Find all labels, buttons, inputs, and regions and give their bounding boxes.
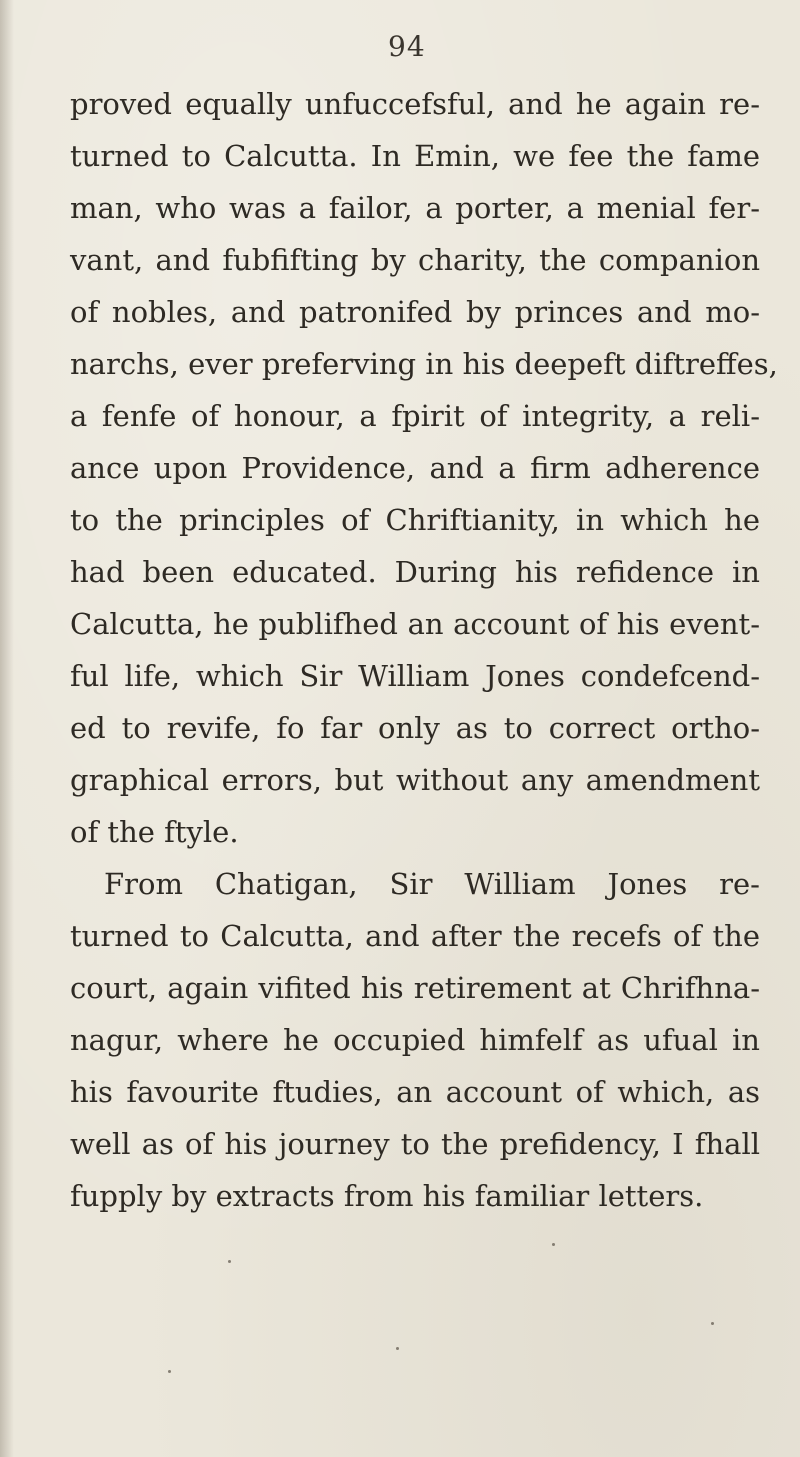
paper-speck [168, 1370, 171, 1373]
page-number: 94 [388, 30, 426, 63]
paper-speck [396, 1347, 399, 1350]
text-line: Calcutta, he publifhed an account of his event- [70, 607, 760, 641]
body-text [70, 78, 778, 1222]
text-line: turned to Calcutta, and after the recefs of the [70, 919, 760, 953]
text-line: vant, and fubfifting by charity, the companion [70, 243, 760, 277]
text-line: his favourite ftudies, an account of which, as [70, 1075, 760, 1109]
text-line: ful life, which Sir William Jones condefcend- [70, 659, 760, 693]
text-line: a fenfe of honour, a fpirit of integrity, a reli- [70, 399, 760, 433]
paragraph-end-line: of the ftyle. [70, 815, 239, 849]
text-line: proved equally unfuccefsful, and he again re- [70, 87, 760, 121]
page-edge-shadow [0, 0, 14, 1457]
paper-speck [711, 1322, 714, 1325]
text-line: well as of his journey to the prefidency, I fhall [70, 1127, 760, 1161]
text-line: of nobles, and patronifed by princes and mo- [70, 295, 760, 329]
paragraph-end-line: fupply by extracts from his familiar letters. [70, 1179, 704, 1213]
text-line: had been educated. During his refidence in [70, 555, 760, 589]
text-line: to the principles of Chriftianity, in which he [70, 503, 760, 537]
text-line: ance upon Providence, and a firm adherence [70, 451, 760, 485]
text-line: graphical errors, but without any amendment [70, 763, 760, 797]
text-line: turned to Calcutta. In Emin, we fee the fame [70, 139, 760, 173]
paper-speck [552, 1243, 555, 1246]
paper-speck [228, 1260, 231, 1263]
text-line: man, who was a failor, a porter, a menial fer- [70, 191, 760, 225]
text-line: narchs, ever preferving in his deepeft diftreffes, [70, 347, 778, 381]
text-line: ed to revife, fo far only as to correct ortho- [70, 711, 760, 745]
text-line: court, again vifited his retirement at Chrifhna- [70, 971, 760, 1005]
paragraph-start-line: From Chatigan, Sir William Jones re- [104, 867, 760, 901]
text-line: nagur, where he occupied himfelf as ufual in [70, 1023, 760, 1057]
